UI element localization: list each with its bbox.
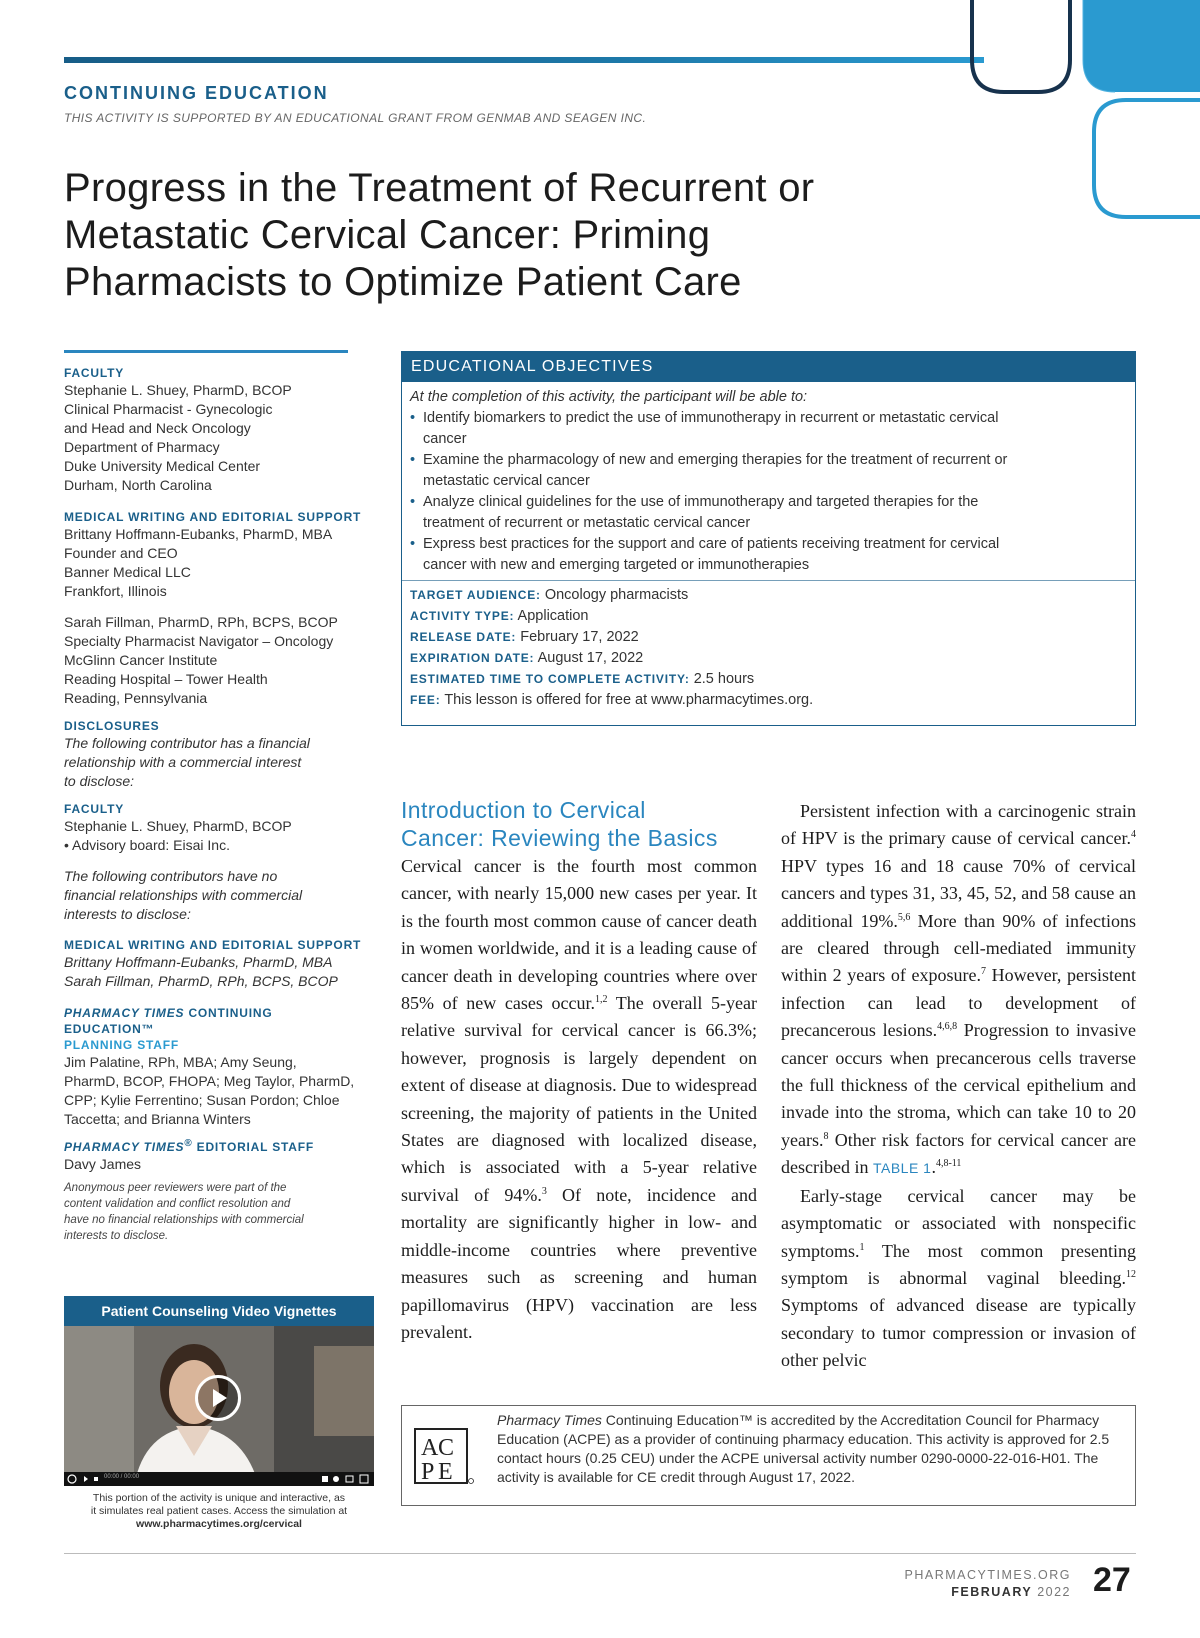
meta-activity-type <box>410 606 1128 627</box>
footer-site: PHARMACYTIMES.ORG <box>904 1568 1071 1582</box>
citation: 12 <box>1126 1268 1136 1280</box>
faculty-line: Clinical Pharmacist - Gynecologic <box>64 401 273 417</box>
objectives-body <box>410 387 1128 576</box>
activity-details <box>410 585 1128 711</box>
meta-label: FEE: <box>410 693 441 707</box>
decorative-shapes <box>950 0 1200 230</box>
citation: 4 <box>1131 829 1136 841</box>
svg-text:P: P <box>421 1459 435 1485</box>
article-column-1 <box>401 853 757 1346</box>
article-heading <box>401 796 761 852</box>
peer-review-line: content validation and conflict resolution and <box>64 1198 291 1210</box>
disclosure-line: The following contributor has a financial <box>64 735 310 751</box>
writer-line: Founder and CEO <box>64 545 178 561</box>
page-title: Progress in the Treatment of Recurrent or Metastatic Cervical Cancer: Priming Pharmacists to Optimize Patient Care <box>64 166 815 304</box>
writer-line: Frankfort, Illinois <box>64 583 167 599</box>
disclosure-statement <box>64 734 384 791</box>
accreditation-brand: Pharmacy Times <box>497 1412 602 1428</box>
planning-staff-heading: PLANNING STAFF <box>64 1038 179 1052</box>
writer-line: Banner Medical LLC <box>64 564 191 580</box>
meta-value: 2.5 hours <box>689 671 755 687</box>
faculty-line: Duke University Medical Center <box>64 458 261 474</box>
svg-text:A: A <box>421 1435 439 1461</box>
writer-line: Sarah Fillman, PharmD, RPh, BCPS, BCOP <box>64 614 338 630</box>
article-heading-line: Cancer: Reviewing the Basics <box>401 825 718 851</box>
disclosure-writing-heading: MEDICAL WRITING AND EDITORIAL SUPPORT <box>64 938 362 952</box>
video-title: Patient Counseling Video Vignettes <box>64 1296 374 1326</box>
text-run: The overall 5-year relative survival for cervical cancer is 66.3%; however, prognosis is largely dependent on extent of disease at diagnosis. Due to widespread screening, the majority of patients in the United States are diagnosed with localized disease, which is associated with a 5-year relative survival of 94%. <box>401 993 757 1205</box>
meta-value: Oncology pharmacists <box>540 587 689 603</box>
svg-text:C: C <box>438 1435 455 1461</box>
text-run: Persistent infection with a carcinogenic strain of HPV is the primary cause of cervical cancer. <box>781 801 1136 849</box>
footer-issue-date <box>951 1585 1071 1599</box>
footer-year: 2022 <box>1032 1585 1071 1599</box>
no-financial-line: financial relationships with commercial <box>64 887 303 903</box>
planning-line: CPP; Kylie Ferrentino; Susan Pordon; Chloe <box>64 1092 340 1108</box>
faculty-info <box>64 381 384 495</box>
text-run: Symptoms of advanced disease are typically secondary to tumor compression or invasion of other pelvic <box>781 1295 1136 1371</box>
article-heading-line: Introduction to Cervical <box>401 797 646 823</box>
video-link[interactable]: www.pharmacytimes.org/cervical <box>136 1518 302 1530</box>
objectives-intro: At the completion of this activity, the participant will be able to: <box>410 389 808 405</box>
ptce-heading <box>64 1005 384 1037</box>
citation: 1 <box>859 1241 865 1253</box>
planning-line: PharmD, BCOP, FHOPA; Meg Taylor, PharmD, <box>64 1073 355 1089</box>
citation: 1,2 <box>594 994 608 1006</box>
planning-line: Jim Palatine, RPh, MBA; Amy Seung, <box>64 1054 297 1070</box>
editorial-staff-heading <box>64 1139 384 1155</box>
writer-line: Brittany Hoffmann-Eubanks, PharmD, MBA <box>64 526 333 542</box>
meta-label: EXPIRATION DATE: <box>410 651 535 665</box>
meta-release-date <box>410 627 1128 648</box>
objective-line: • Examine the pharmacology of new and emerging therapies for the treatment of recurrent or <box>423 452 1008 468</box>
disclosure-faculty-line: Stephanie L. Shuey, PharmD, BCOP <box>64 818 292 834</box>
editorial-heading-rest: EDITORIAL STAFF <box>192 1140 314 1154</box>
ptce-heading-brand: PHARMACY TIMES <box>64 1006 185 1020</box>
ptce-heading-rest: CONTINUING <box>184 1006 273 1020</box>
objective-line: • Analyze clinical guidelines for the use of immunotherapy and targeted therapies for the <box>423 494 979 510</box>
video-frame[interactable] <box>64 1326 374 1486</box>
svg-text:E: E <box>438 1459 453 1485</box>
footer-rule <box>64 1553 1136 1554</box>
writer-line: Reading, Pennsylvania <box>64 690 208 706</box>
table-1-link[interactable]: TABLE 1 <box>872 1160 932 1177</box>
no-financial-line: The following contributors have no <box>64 868 278 884</box>
objective-line: metastatic cervical cancer <box>423 473 590 489</box>
meta-fee <box>410 690 1128 711</box>
faculty-line: Durham, North Carolina <box>64 477 212 493</box>
objectives-list <box>410 408 1128 576</box>
peer-review-line: Anonymous peer reviewers were part of the <box>64 1182 287 1194</box>
faculty-line: Stephanie L. Shuey, PharmD, BCOP <box>64 382 292 398</box>
meta-label: ESTIMATED TIME TO COMPLETE ACTIVITY: <box>410 672 690 686</box>
text-run: The most common presenting symptom is abnormal vaginal bleeding. <box>781 1240 1136 1288</box>
article-paragraph <box>401 853 757 1346</box>
article-column-2 <box>781 798 1136 1375</box>
meta-label: TARGET AUDIENCE: <box>410 588 541 602</box>
faculty-heading: FACULTY <box>64 366 125 380</box>
accreditation-statement: Continuing Education™ is accredited by the Accreditation Council for Pharmacy Education (ACPE) as a provider of continuing pharmacy education. This activity is approved for 2.5 contact hours (0.25 CEU) under the ACPE universal activity number 0290-0000-22-016-H01. The activity is available for CE credit through August 17, 2022. <box>497 1412 1110 1485</box>
meta-target-audience <box>410 585 1128 606</box>
objectives-divider <box>401 580 1136 581</box>
ptce-heading-line2: EDUCATION™ <box>64 1022 155 1036</box>
meta-estimated-time <box>410 669 1128 690</box>
no-financial-line: interests to disclose: <box>64 906 191 922</box>
peer-review-note <box>64 1180 384 1244</box>
play-icon <box>198 1378 238 1418</box>
medical-writer-2 <box>64 613 384 708</box>
video-controls <box>64 1472 374 1486</box>
citation: 7 <box>980 966 986 978</box>
top-rule <box>64 57 984 63</box>
video-caption-line: This portion of the activity is unique and interactive, as <box>92 1492 346 1504</box>
meta-value: February 17, 2022 <box>516 629 639 645</box>
citation: 3 <box>541 1185 547 1197</box>
text-run: Progression to invasive cancer occurs when precancerous cells traverse the full thickness of the cervical epithelium and invade into the stroma, which can take 10 to 20 years. <box>781 1020 1136 1150</box>
citation: 8 <box>823 1130 829 1142</box>
objective-item <box>410 534 1128 576</box>
footer-month: FEBRUARY <box>951 1585 1033 1599</box>
faculty-line: Department of Pharmacy <box>64 439 220 455</box>
video-caption <box>64 1492 374 1531</box>
editorial-heading-brand: PHARMACY TIMES <box>64 1140 185 1154</box>
text-run: Early-stage cervical cancer may be asymptomatic or associated with nonspecific symptoms. <box>781 1185 1136 1261</box>
page-number: 27 <box>1093 1561 1131 1599</box>
editorial-name: Davy James <box>64 1156 142 1172</box>
objective-item <box>410 450 1128 492</box>
sidebar <box>64 365 384 1244</box>
text-run: However, persistent infection can lead to development of precancerous lesions. <box>781 965 1136 1041</box>
writer-line: McGlinn Cancer Institute <box>64 652 218 668</box>
no-financial-statement <box>64 867 384 924</box>
writer-line: Specialty Pharmacist Navigator – Oncology <box>64 633 334 649</box>
meta-label: RELEASE DATE: <box>410 630 517 644</box>
objective-item <box>410 492 1128 534</box>
play-button[interactable] <box>195 1375 241 1421</box>
disclosure-faculty <box>64 817 384 855</box>
support-statement: THIS ACTIVITY IS SUPPORTED BY AN EDUCATIONAL GRANT FROM GENMAB AND SEAGEN INC. <box>64 111 647 125</box>
registered-mark: ® <box>184 1138 193 1149</box>
citation: 4,8-11 <box>935 1158 962 1170</box>
acpe-logo <box>414 1428 476 1486</box>
sidebar-rule <box>64 350 348 353</box>
video-time: 00:00 / 00:00 <box>104 1474 140 1480</box>
meta-value: August 17, 2022 <box>534 650 644 666</box>
disclosure-writers <box>64 953 384 991</box>
meta-value: Application <box>514 608 589 624</box>
article-paragraph <box>781 1183 1136 1375</box>
peer-review-line: have no financial relationships with commercial <box>64 1214 304 1226</box>
disclosure-faculty-line: • Advisory board: Eisai Inc. <box>64 837 230 853</box>
citation: 5,6 <box>897 911 911 923</box>
planning-staff <box>64 1053 384 1129</box>
disclosure-line: to disclose: <box>64 773 135 789</box>
accreditation-text <box>497 1411 1122 1487</box>
objective-line: • Express best practices for the support and care of patients receiving treatment for cervical <box>423 536 1000 552</box>
text-run: HPV types 16 and 18 cause 70% of cervical cancers and types 31, 33, 45, 52, and 58 cause an additional 19%. <box>781 855 1136 931</box>
text-run: More than 90% of infections are cleared through cell-mediated immunity within 2 years of exposure. <box>781 910 1136 986</box>
planning-line: Taccetta; and Brianna Winters <box>64 1111 251 1127</box>
disclosures-heading: DISCLOSURES <box>64 719 160 733</box>
meta-expiration-date <box>410 648 1128 669</box>
objective-line: cancer with new and emerging targeted or immunotherapies <box>423 557 810 573</box>
disclosure-writer-line: Sarah Fillman, PharmD, RPh, BCPS, BCOP <box>64 973 338 989</box>
video-caption-line: it simulates real patient cases. Access the simulation at <box>90 1505 348 1517</box>
article-paragraph: Persistent infection with a carcinogenic strain of HPV is the primary cause of cervical cancer.$^4$ HPV types 16 and 18 cause 70% of cervical cancers and types 31, 33, 45, 52, and 58 cause an additional 19%.$^{5,6}$ More than 90% of infections are cleared through cell-mediated immunity within 2 years of exposure.$^7$ However, persistent infection can lead to development of precancerous lesions.$^{4,6,8}$ Progression to invasive cancer occurs when precancerous cells traverse the full thickness of the cervical epithelium and invade into the stroma, which can take 10 to 20 years.$^8$ Other risk factors for cervical cancer are described in TABLE 1.$^{4,8-11}$ <box>781 801 1136 1178</box>
text-run: Other risk factors for cervical cancer are described in <box>781 1129 1136 1178</box>
medical-writer-1 <box>64 525 384 601</box>
objective-line: cancer <box>423 431 467 447</box>
text-run: Of note, incidence and mortality are significantly higher in low- and middle-income countries where preventive measures such as screening and human papillomavirus (HPV) vaccination are less prevalent. <box>401 1184 757 1342</box>
objective-line: treatment of recurrent or metastatic cervical cancer <box>423 515 751 531</box>
disclosure-line: relationship with a commercial interest <box>64 754 302 770</box>
section-label: CONTINUING EDUCATION <box>64 83 329 103</box>
disclosure-writer-line: Brittany Hoffmann-Eubanks, PharmD, MBA <box>64 954 333 970</box>
objective-line: • Identify biomarkers to predict the use of immunotherapy in recurrent or metastatic cervical <box>423 410 999 426</box>
medical-writing-heading: MEDICAL WRITING AND EDITORIAL SUPPORT <box>64 510 362 524</box>
text-run: Cervical cancer is the fourth most common cancer, with nearly 15,000 new cases per year. It is the fourth most common cause of cancer death in women worldwide, and it is a leading cause of cancer death in developing countries where over 85% of new cases occur. <box>401 856 757 1014</box>
objective-item <box>410 408 1128 450</box>
meta-value: This lesson is offered for free at www.pharmacytimes.org. <box>440 692 814 708</box>
objectives-heading: EDUCATIONAL OBJECTIVES <box>401 351 1136 382</box>
citation: 4,6,8 <box>937 1021 958 1033</box>
disclosure-faculty-heading: FACULTY <box>64 802 125 816</box>
peer-review-line: interests to disclose. <box>64 1230 169 1242</box>
meta-label: ACTIVITY TYPE: <box>410 609 515 623</box>
writer-line: Reading Hospital – Tower Health <box>64 671 268 687</box>
faculty-line: and Head and Neck Oncology <box>64 420 251 436</box>
